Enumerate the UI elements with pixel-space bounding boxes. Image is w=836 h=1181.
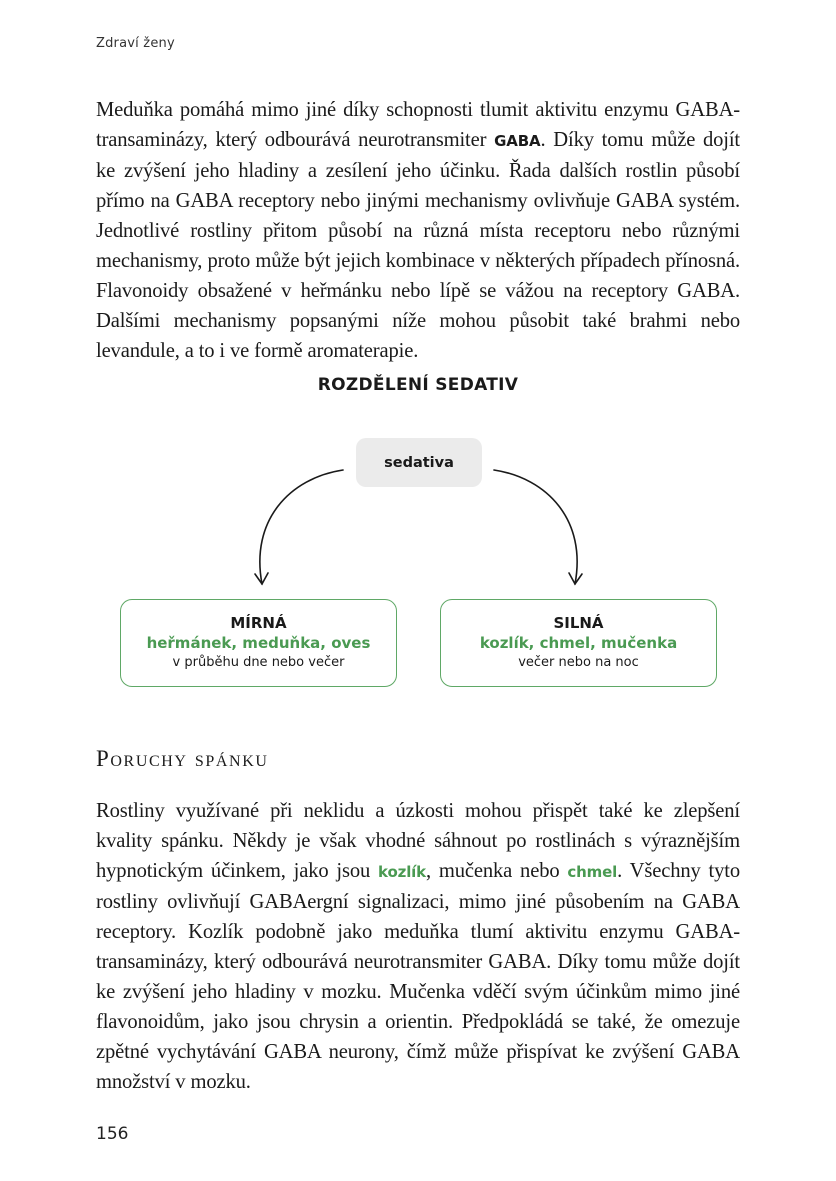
node-time: večer nebo na noc [518,655,639,670]
running-head: Zdraví ženy [96,36,175,51]
paragraph-text: . Všechny tyto rostliny ovlivňují GABAergní signalizaci, mimo jiné působením na GABA receptory. Kozlík podobně jako meduňka tlumí aktivitu enzymu GABA-transaminázy, který odbourává neurotransmiter GABA. Díky tomu může dojít ke zvýšení jeho hladiny v mozku. Mučenka vděčí svým účinkům mimo jiné flavonoidům, jako jsou chrysin a orientin. Předpokládá se také, že omezuje zpětné vychytávání GABA neurony, čímž může přispívat ke zvýšení GABA množství v mozku. [96,860,740,1093]
arrow-right [494,470,577,584]
node-title: MÍRNÁ [230,614,287,632]
node-mild-sedatives [120,599,397,687]
node-plants: kozlík, chmel, mučenka [479,634,678,652]
diagram-title: ROZDĚLENÍ SEDATIV [317,375,519,395]
section-heading: Poruchy spánku [96,746,269,771]
keyword-chmel: chmel [567,863,618,881]
keyword-kozlik: kozlík [378,863,426,881]
node-title: SILNÁ [553,614,604,632]
page-number: 156 [96,1124,129,1144]
body-paragraph [96,796,740,1097]
paragraph-text: Rostliny využívané při neklidu a úzkosti mohou přispět také ke zlepšení kvality spánku. Někdy je však vhodné sáhnout po rostlinách s výraznějším hypnotickým účinkem, jako jsou [96,800,740,882]
paragraph-text: , mučenka nebo [426,860,568,882]
node-plants: heřmánek, meduňka, oves [146,634,371,652]
paragraph-text: . Díky tomu může dojít ke zvýšení jeho hladiny a zesílení jeho účinku. Řada dalších rostlin působí přímo na GABA receptory nebo jinými mechanismy ovlivňuje GABA systém. Jednotlivé rostliny přitom působí na různá místa receptoru nebo různými mechanismy, proto může být jejich kombinace v některých případech přínosná. Flavonoidy obsažené v heřmánku nebo lípě se vážou na receptory GABA. Dalšími mechanismy popsanými níže mohou působit také brahmi nebo levandule, a to i ve formě aromaterapie. [96,129,740,362]
root-node-label: sedativa [384,454,454,471]
root-node-sedativa [356,438,482,487]
keyword-gaba: GABA [494,132,541,150]
node-time: v průběhu dne nebo večer [172,655,345,670]
node-strong-sedatives [440,599,717,687]
paragraph-text: Meduňka pomáhá mimo jiné díky schopnosti tlumit aktivitu enzymu GABA-transaminázy, který odbourává neurotransmiter [96,99,740,151]
arrow-left [260,470,343,584]
